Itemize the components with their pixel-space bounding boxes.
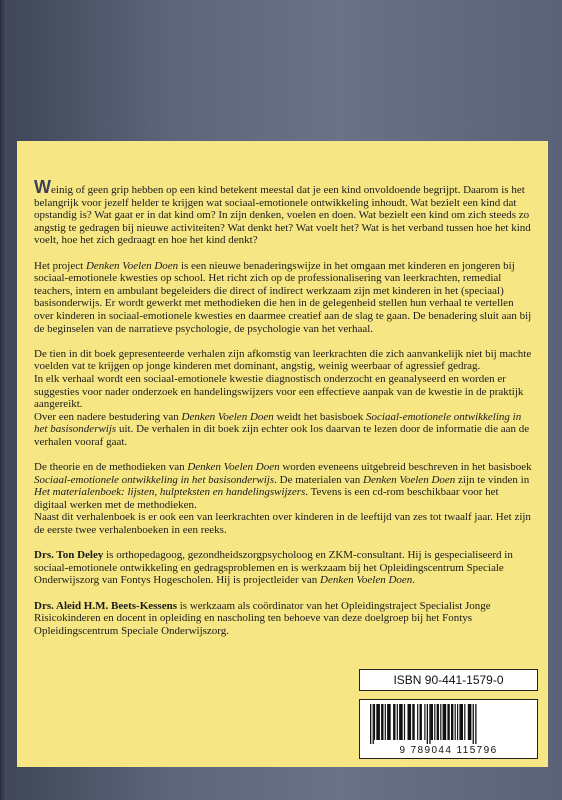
author-name: Drs. Ton Deley — [34, 549, 104, 562]
blurb-paragraph-3: De tien in dit boek gepresenteerde verhalen zijn afkomstig van leerkrachten die zich aanvankelijk niet bij machte voelden vat te krijgen op jonge kinderen met dominant, angstig, weinig weerbaar of agressief gedrag. In elk verhaal wordt een sociaal-emotionele kwestie diagnostisch onderzocht en geanalyseerd en worden er suggesties voor nader onderzoek en handelingswijzers voor een effectieve aanpak van de kwestie in de praktijk aangereikt. Over een nadere bestudering van Denken Voelen Doen weidt het basisboek Sociaal-emotionele ontwikkeling in het basisonderwijs uit. De verhalen in dit boek zijn echter ook los daarvan te lezen door de informatie die aan de verhalen vooraf gaat. — [34, 347, 532, 448]
blurb-paragraph-4: De theorie en de methodieken van Denken Voelen Doen worden eveneens uitgebreid beschreven in het basisboek Sociaal-emotionele ontwikkeling in het basisonderwijs. De materialen van Denken Voelen Doen zijn te vinden in Het materialenboek: lijsten, hulpteksten en handelingswijzers. Tevens is een cd-rom beschikbaar voor het digitaal werken met de methodieken. Naast dit verhalenboek is er ook een van leerkrachten over kinderen in de leeftijd van zes tot twaalf jaar. Het zijn de eerste twee verhalenboeken in een reeks. — [34, 461, 532, 537]
barcode — [359, 699, 538, 759]
drop-cap: W — [34, 177, 51, 197]
author-bio-2: Drs. Aleid H.M. Beets-Kessens is werkzaam als coördinator van het Opleidingstraject Specialist Jonge Risicokinderen en docent in opleiding en nascholing ten behoeve van deze doelgroep bij het Fontys Opleidingscentrum Speciale Onderwijszorg. — [34, 599, 491, 637]
spine-edge — [0, 0, 7, 800]
barcode-bars — [364, 704, 533, 744]
author-bio-1: Drs. Ton Deley is orthopedagoog, gezondheidszorgpsycholoog en ZKM-consultant. Hij is gespecialiseerd in sociaal-emotionele ontwikkeling en gedragsproblemen en is werkzaam bij het Opleidingscentrum Speciale Onderwijszorg van Fontys Hogescholen. Hij is projectleider van Denken Voelen Doen. — [34, 549, 513, 587]
blurb-paragraph-2: Het project Denken Voelen Doen is een nieuwe benaderingswijze in het omgaan met kinderen en jongeren bij sociaal-emotionele kwesties op school. Het richt zich op de professionalisering van leerkrachten, remedial teachers, intern en ambulant begeleiders die direct of indirect werkzaam zijn met kinderen in het (speciaal) basisonderwijs. Er wordt gewerkt met methodieken die hen in de gelegenheid stellen hun verhaal te vertellen over kinderen in sociaal-emotionele kwesties en daarmee creatief aan de slag te gaan. De benadering sluit aan bij de beginselen van de narratieve psychologie, de psychologie van het verhaal. — [34, 259, 532, 335]
blurb-paragraph-1: Weinig of geen grip hebben op een kind betekent meestal dat je een kind onvoldoende begrijpt. Daarom is het belangrijk voor jezelf helder te krijgen wat sociaal-emotionele ontwikkeling inhoudt. Wat bezielt een kind dat opstandig is? Wat gaat er in dat kind om? In zijn denken, voelen en doen. Wat bezielt een kind om zich steeds zo angstig te gedragen bij nieuwe activiteiten? Wat denkt het? Wat voelt het? Wat is het verband tussen hoe het kind voelt, hoe het zich gedraagt en hoe het kind denkt? — [34, 177, 531, 247]
barcode-digits: 9 789044 115796 — [399, 745, 498, 756]
author-name: Drs. Aleid H.M. Beets-Kessens — [34, 599, 177, 612]
isbn-label: ISBN 90-441-1579-0 — [359, 669, 538, 691]
